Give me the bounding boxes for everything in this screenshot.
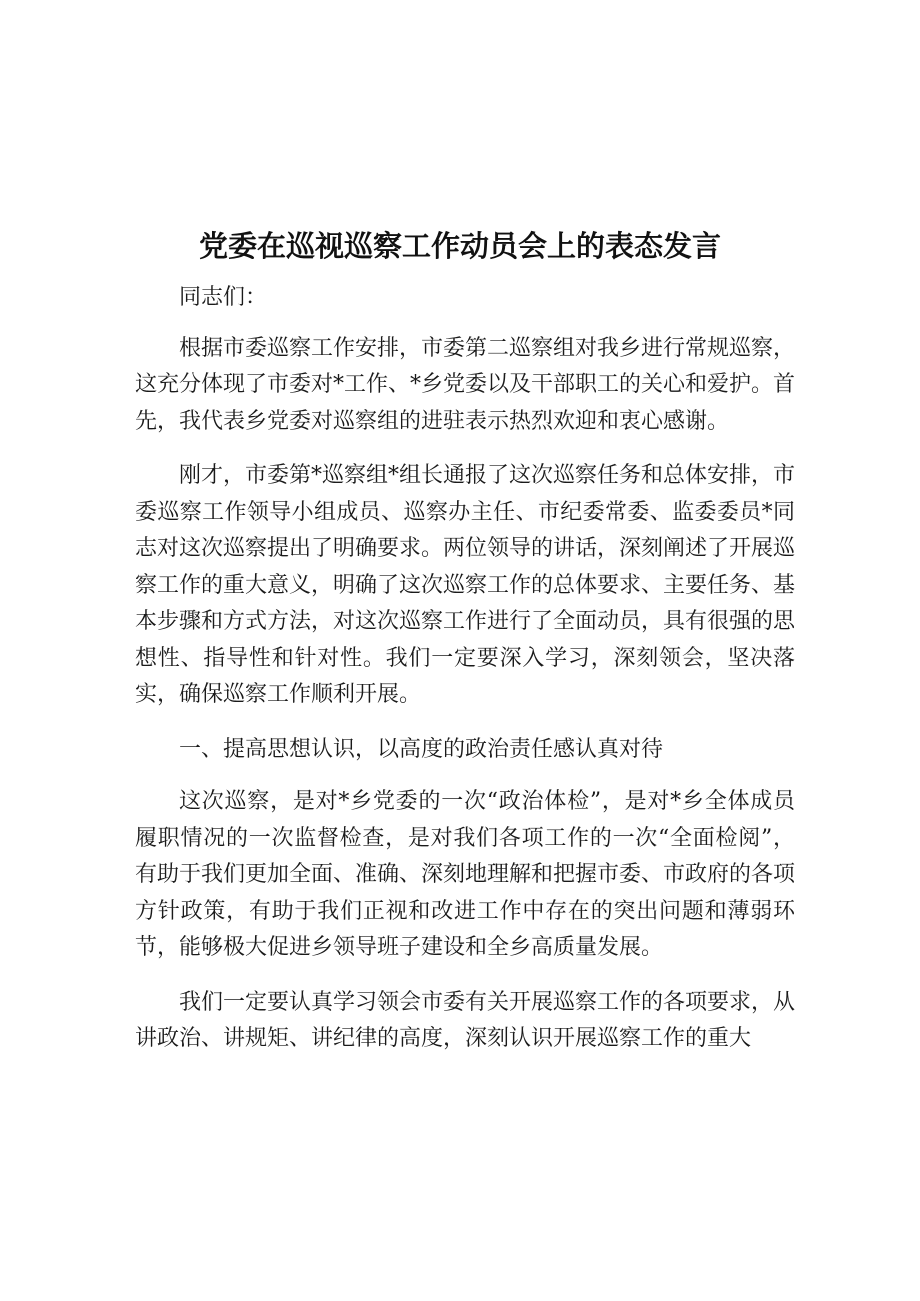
- salutation: 同志们：: [179, 285, 268, 310]
- paragraph-intro: 根据市委巡察工作安排，市委第二巡察组对我乡进行常规巡察，这充分体现了市委对*工作、*乡党委以及干部职工的关心和爱护。首先，我代表乡党委对巡察组的进驻表示热烈欢迎和衷心感谢。: [135, 335, 796, 434]
- paragraph-requirements: 我们一定要认真学习领会市委有关开展巡察工作的各项要求，从讲政治、讲规矩、讲纪律的高度，深刻认识开展巡察工作的重大: [135, 989, 796, 1051]
- document-body: [135, 280, 795, 1076]
- paragraph-leaders-remarks: 刚才，市委第*巡察组*组长通报了这次巡察任务和总体安排，市委巡察工作领导小组成员、巡察办主任、市纪委常委、监委委员*同志对这次巡察提出了明确要求。两位领导的讲话，深刻阐述了开展巡察工作的重大意义，明确了这次巡察工作的总体要求、主要任务、基本步骤和方式方法，对这次巡察工作进行了全面动员，具有很强的思想性、指导性和针对性。我们一定要深入学习，深刻领会，坚决落实，确保巡察工作顺利开展。: [135, 463, 796, 707]
- paragraph-inspection-meaning: 这次巡察，是对*乡党委的一次“政治体检”，是对*乡全体成员履职情况的一次监督检查，是对我们各项工作的一次“全面检阅”，有助于我们更加全面、准确、深刻地理解和把握市委、市政府的各项方针政策，有助于我们正视和改进工作中存在的突出问题和薄弱环节，能够极大促进乡领导班子建设和全乡高质量发展。: [135, 789, 796, 960]
- document-title: 党委在巡视巡察工作动员会上的表态发言: [198, 229, 721, 263]
- section-heading: 一、提高思想认识，以高度的政治责任感认真对待: [179, 736, 664, 762]
